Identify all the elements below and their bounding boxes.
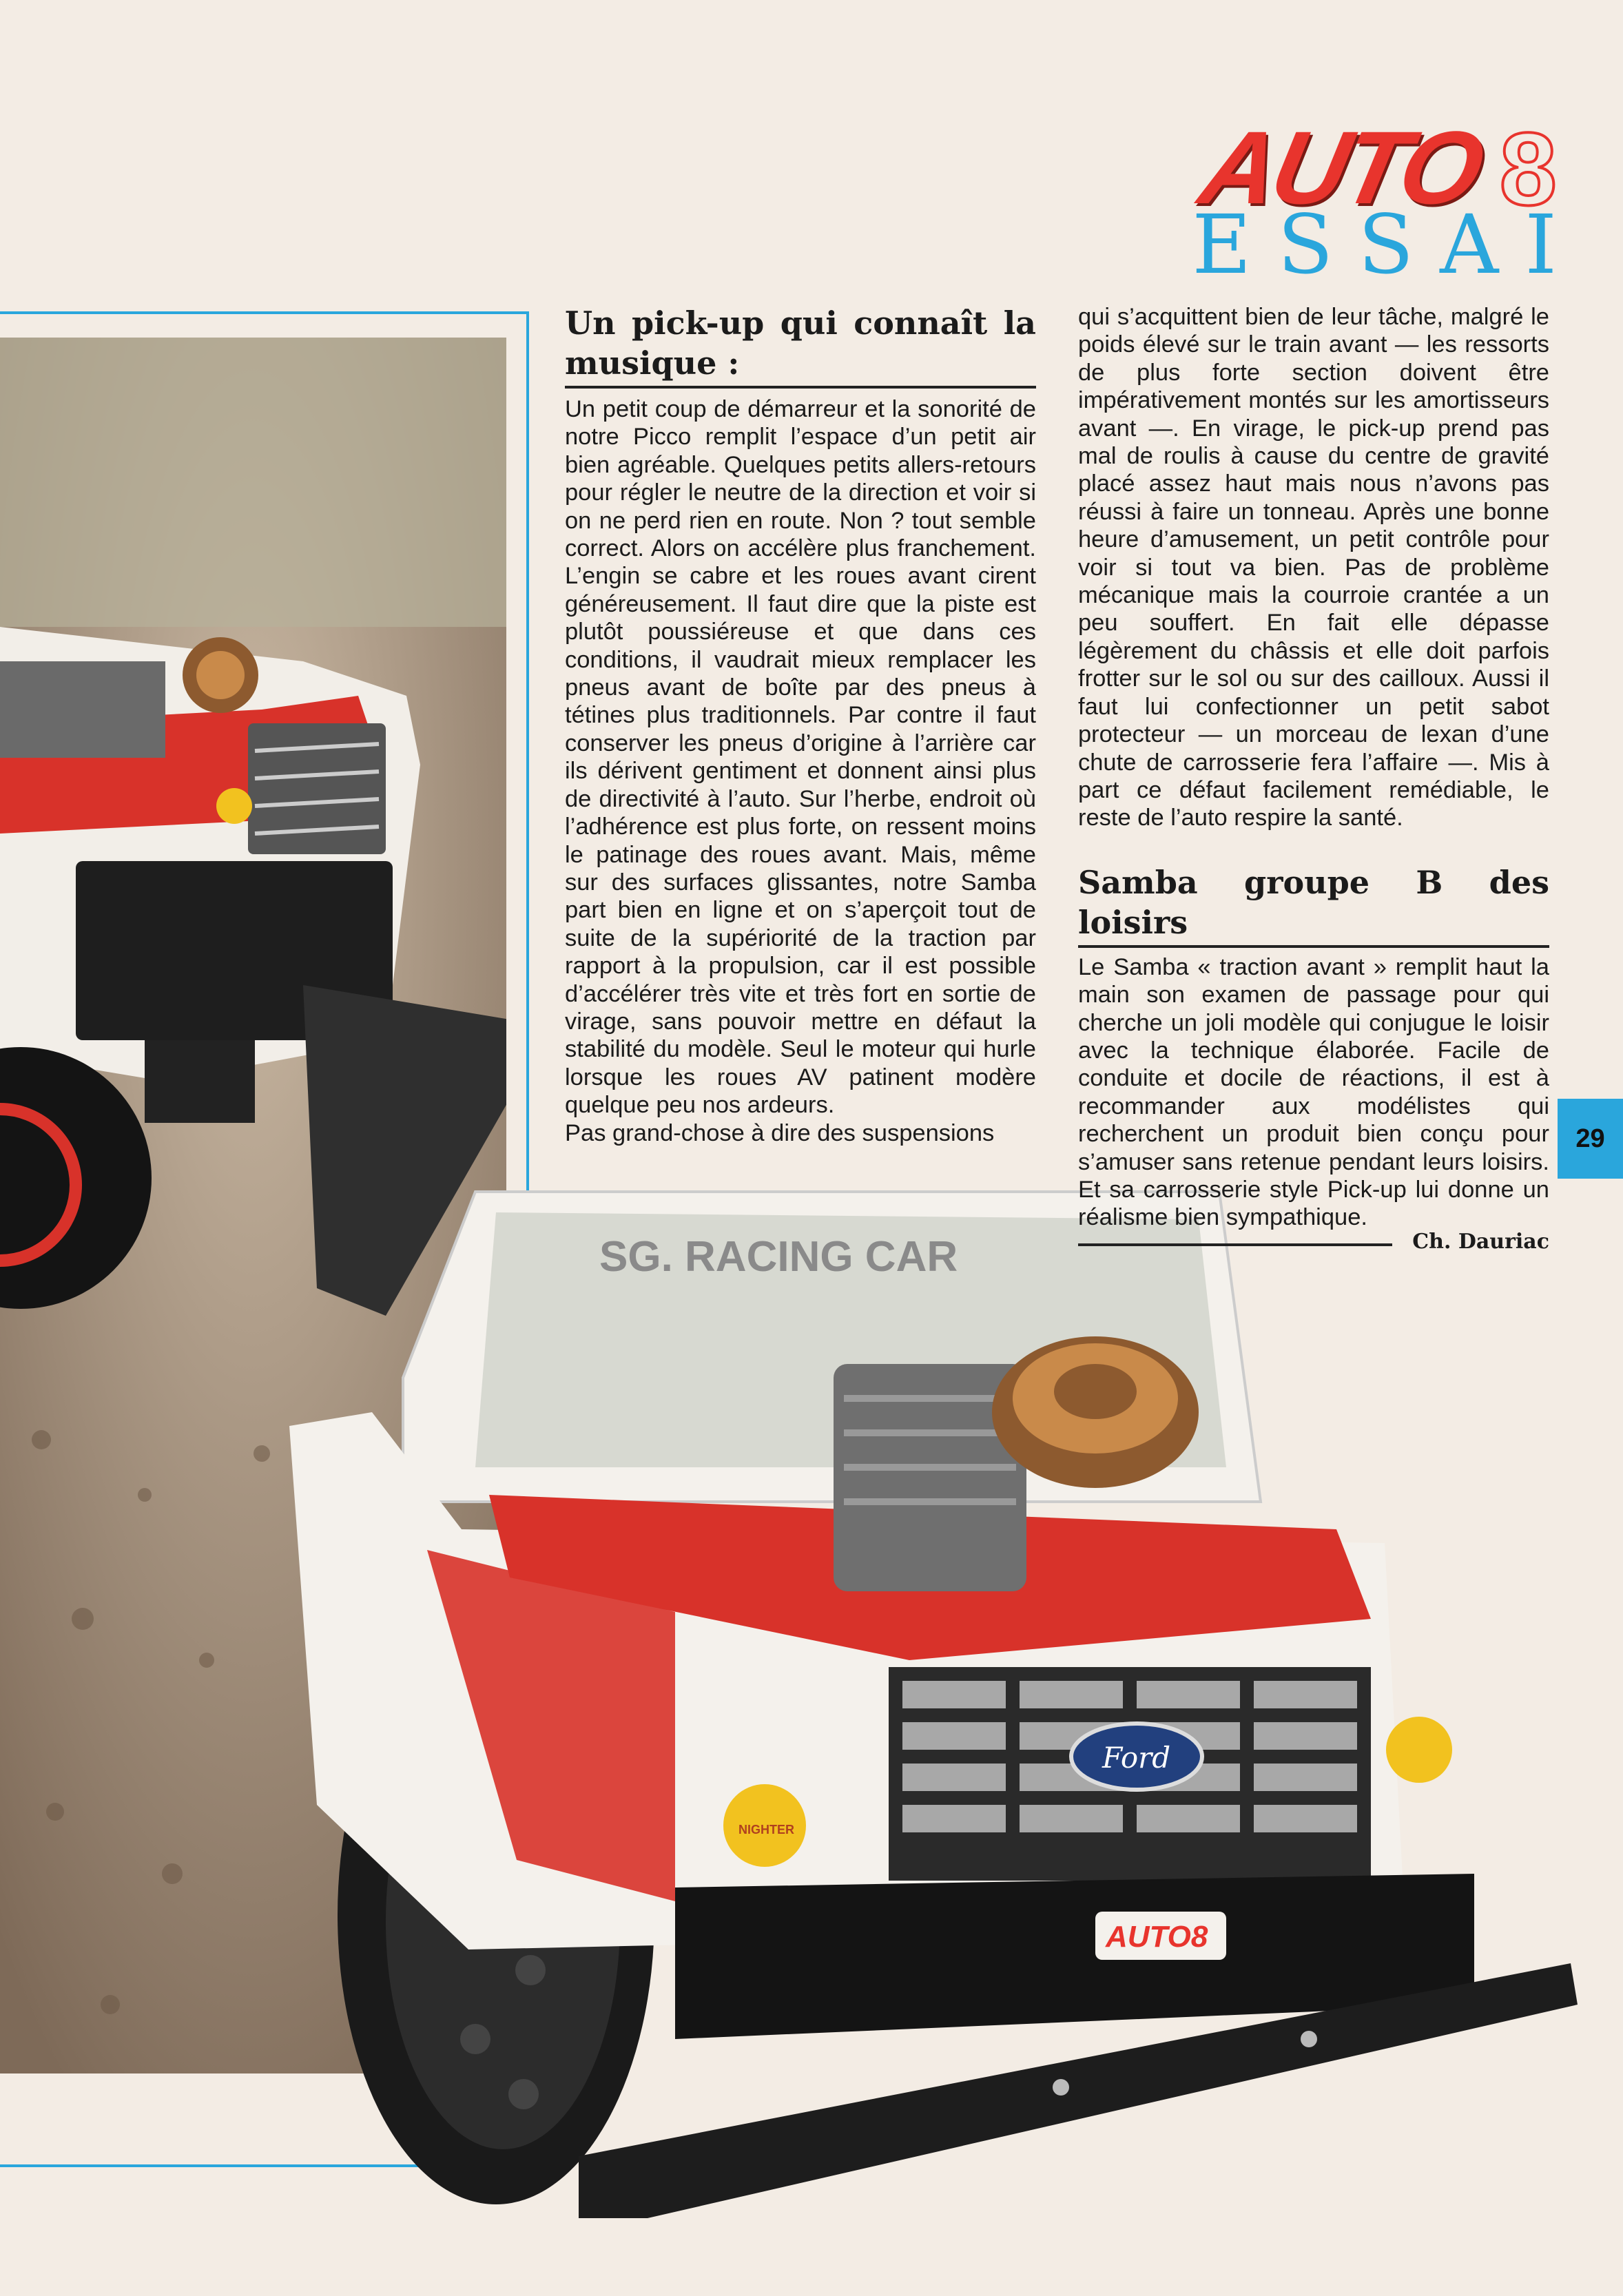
masthead: [1190, 110, 1583, 292]
article-column-1: [565, 303, 1036, 1147]
article-heading: Un pick-up qui connaît la musique :: [565, 303, 1036, 389]
article-paragraph: Un petit coup de démarreur et la sonorité de notre Picco remplit l’espace d’un petit air bien agréable. Quelques petits allers-retours pour régler le neutre de la direction et voir si on ne perd rien en route. Non ? tout semble correct. Alors on accélère plus franchement. L’engin se cabre et les roues avant cirent généreusement. Il faut dire que la piste est plutôt poussiéreuse et que dans ces conditions, il vaudrait mieux remplacer les pneus avant de boîte par des pneus à tétines plus traditionnels. Par contre il faut conserver les pneus d’origine à l’arrière car ils dérivent gentiment et donnent ainsi plus de directivité à l’auto. Sur l’herbe, endroit où l’adhérence est plus forte, on ressent moins le patinage des roues avant. Mais, même sur des surfaces glissantes, notre Samba part bien en ligne et on s’aperçoit tout de suite de la supériorité de la traction par rapport à la propulsion, car il est possible d’accélérer très vite et très fort en sortie de virage, sans pouvoir mettre en défaut la stabilité du modèle. Seul le moteur qui hurle lorsque les roues AV patinent modère quelque peu nos ardeurs.: [565, 396, 1036, 1119]
article-paragraph: qui s’acquittent bien de leur tâche, malgré le poids élevé sur le train avant — les ressorts de plus forte section doivent être impérativement montés sur les amortisseurs avant —. En virage, le pick-up prend pas mal de roulis à cause du centre de gravité placé assez haut mais nous n’avons pas réussi à faire un tonneau. Après une bonne heure d’amusement, un petit contrôle pour voir si tout va bien. Pas de problème mécanique mais la courroie crantée a un peu souffert. En fait elle dépasse légèrement du châssis et elle doit parfois frotter sur le sol ou sur des cailloux. Aussi il faut lui confectionner un petit sabot protecteur — un morceau de lexan d’une chute de carrosserie fera l’affaire —. Mis à part ce défaut facilement remédiable, le reste de l’auto respire la santé.: [1078, 304, 1549, 831]
author-signature: [1078, 1230, 1549, 1257]
auto8-logo: AUTO: [1190, 110, 1490, 225]
article-paragraph: Pas grand-chose à dire des suspensions: [565, 1119, 995, 1146]
plate-text: AUTO8: [1106, 1920, 1208, 1954]
section-title: ESSAI: [1192, 197, 1583, 292]
signature-rule: [1078, 1243, 1392, 1246]
section-heading: Samba groupe B des loisirs: [1078, 862, 1549, 948]
article-paragraph: Le Samba « traction avant » remplit haut la main son examen de passage pour qui cherche un joli modèle qui conjugue le loisir avec la technique élaborée. Facile de conduite et docile de réactions, il est à recommander aux modélistes qui recherchent un produit bien conçu pour s’amuser sans retenue pendant leurs loisirs. Et sa carrosserie style Pick-up lui donne un réalisme bien sympathique.: [1078, 953, 1549, 1231]
auto8-logo-number: 8: [1499, 111, 1557, 227]
sticker-text: NIGHTER: [738, 1823, 794, 1837]
windshield-text: SG. RACING CAR: [599, 1233, 958, 1281]
pickup-truck-photo: [289, 1171, 1578, 2218]
author-name: Ch. Dauriac: [1412, 1230, 1549, 1254]
article-column-2: [1078, 303, 1549, 1232]
ford-badge: Ford: [1102, 1741, 1171, 1775]
page-number: 29: [1558, 1099, 1623, 1179]
